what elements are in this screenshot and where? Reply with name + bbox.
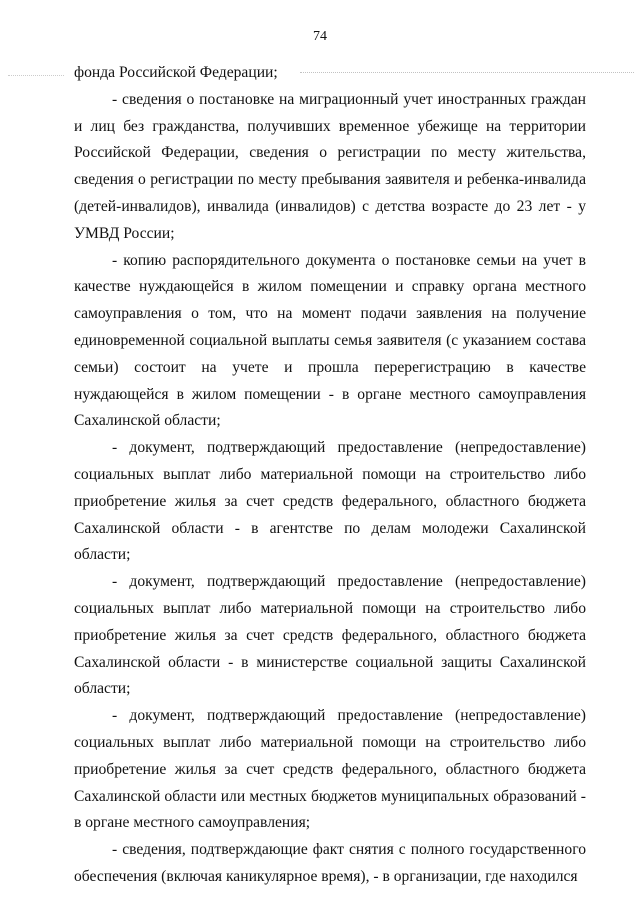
paragraph-migration-registration: - сведения о постановке на миграционный учет иностранных граждан и лиц без гражданства, получивших временное убежище на территории Российской Федерации, сведения о регистрации по месту жительства, сведения о регистрации по месту пребывания заявителя и ребенка-инвалида (детей-инвалидов), инвалида (инвалидов) с детства возрасте до 23 лет - у УМВД России; [74,90,586,242]
paragraph-social-ministry-document: - документ, подтверждающий предоставление (непредоставление) социальных выплат либо материальной помощи на строительство либо приобретение жилья за счет средств федерального, областного бюджета Сахалинской области - в министерстве социальной защиты Сахалинской области; [74,573,586,698]
paragraph-housing-registration: - копию распорядительного документа о постановке семьи на учет в качестве нуждающейся в жилом помещении и справку органа местного самоуправления о том, что на момент подачи заявления на получение единовременной социальной выплаты семья заявителя (с указанием состава семьи) состоит на учете и прошла перерегистрацию в качестве нуждающейся в жилом помещении - в органе местного самоуправления Сахалинской области; [74,251,586,430]
paragraph-continuation: фонда Российской Федерации; [74,64,278,81]
paragraph-state-support-removal: - сведения, подтверждающие факт снятия с полного государственного обеспечения (включая каникулярное время), - в организации, где находился [74,841,586,885]
paragraph-local-government-document: - документ, подтверждающий предоставление (непредоставление) социальных выплат либо материальной помощи на строительство либо приобретение жилья за счет средств федерального, областного бюджета Сахалинской области или местных бюджетов муниципальных образований - в органе местного самоуправления; [74,707,586,832]
page-number: 74 [313,29,327,44]
document-body [74,60,586,891]
scan-noise-left [8,75,64,76]
paragraph-youth-agency-document: - документ, подтверждающий предоставление (непредоставление) социальных выплат либо материальной помощи на строительство либо приобретение жилья за счет средств федерального, областного бюджета Сахалинской области - в агентстве по делам молодежи Сахалинской области; [74,439,586,564]
